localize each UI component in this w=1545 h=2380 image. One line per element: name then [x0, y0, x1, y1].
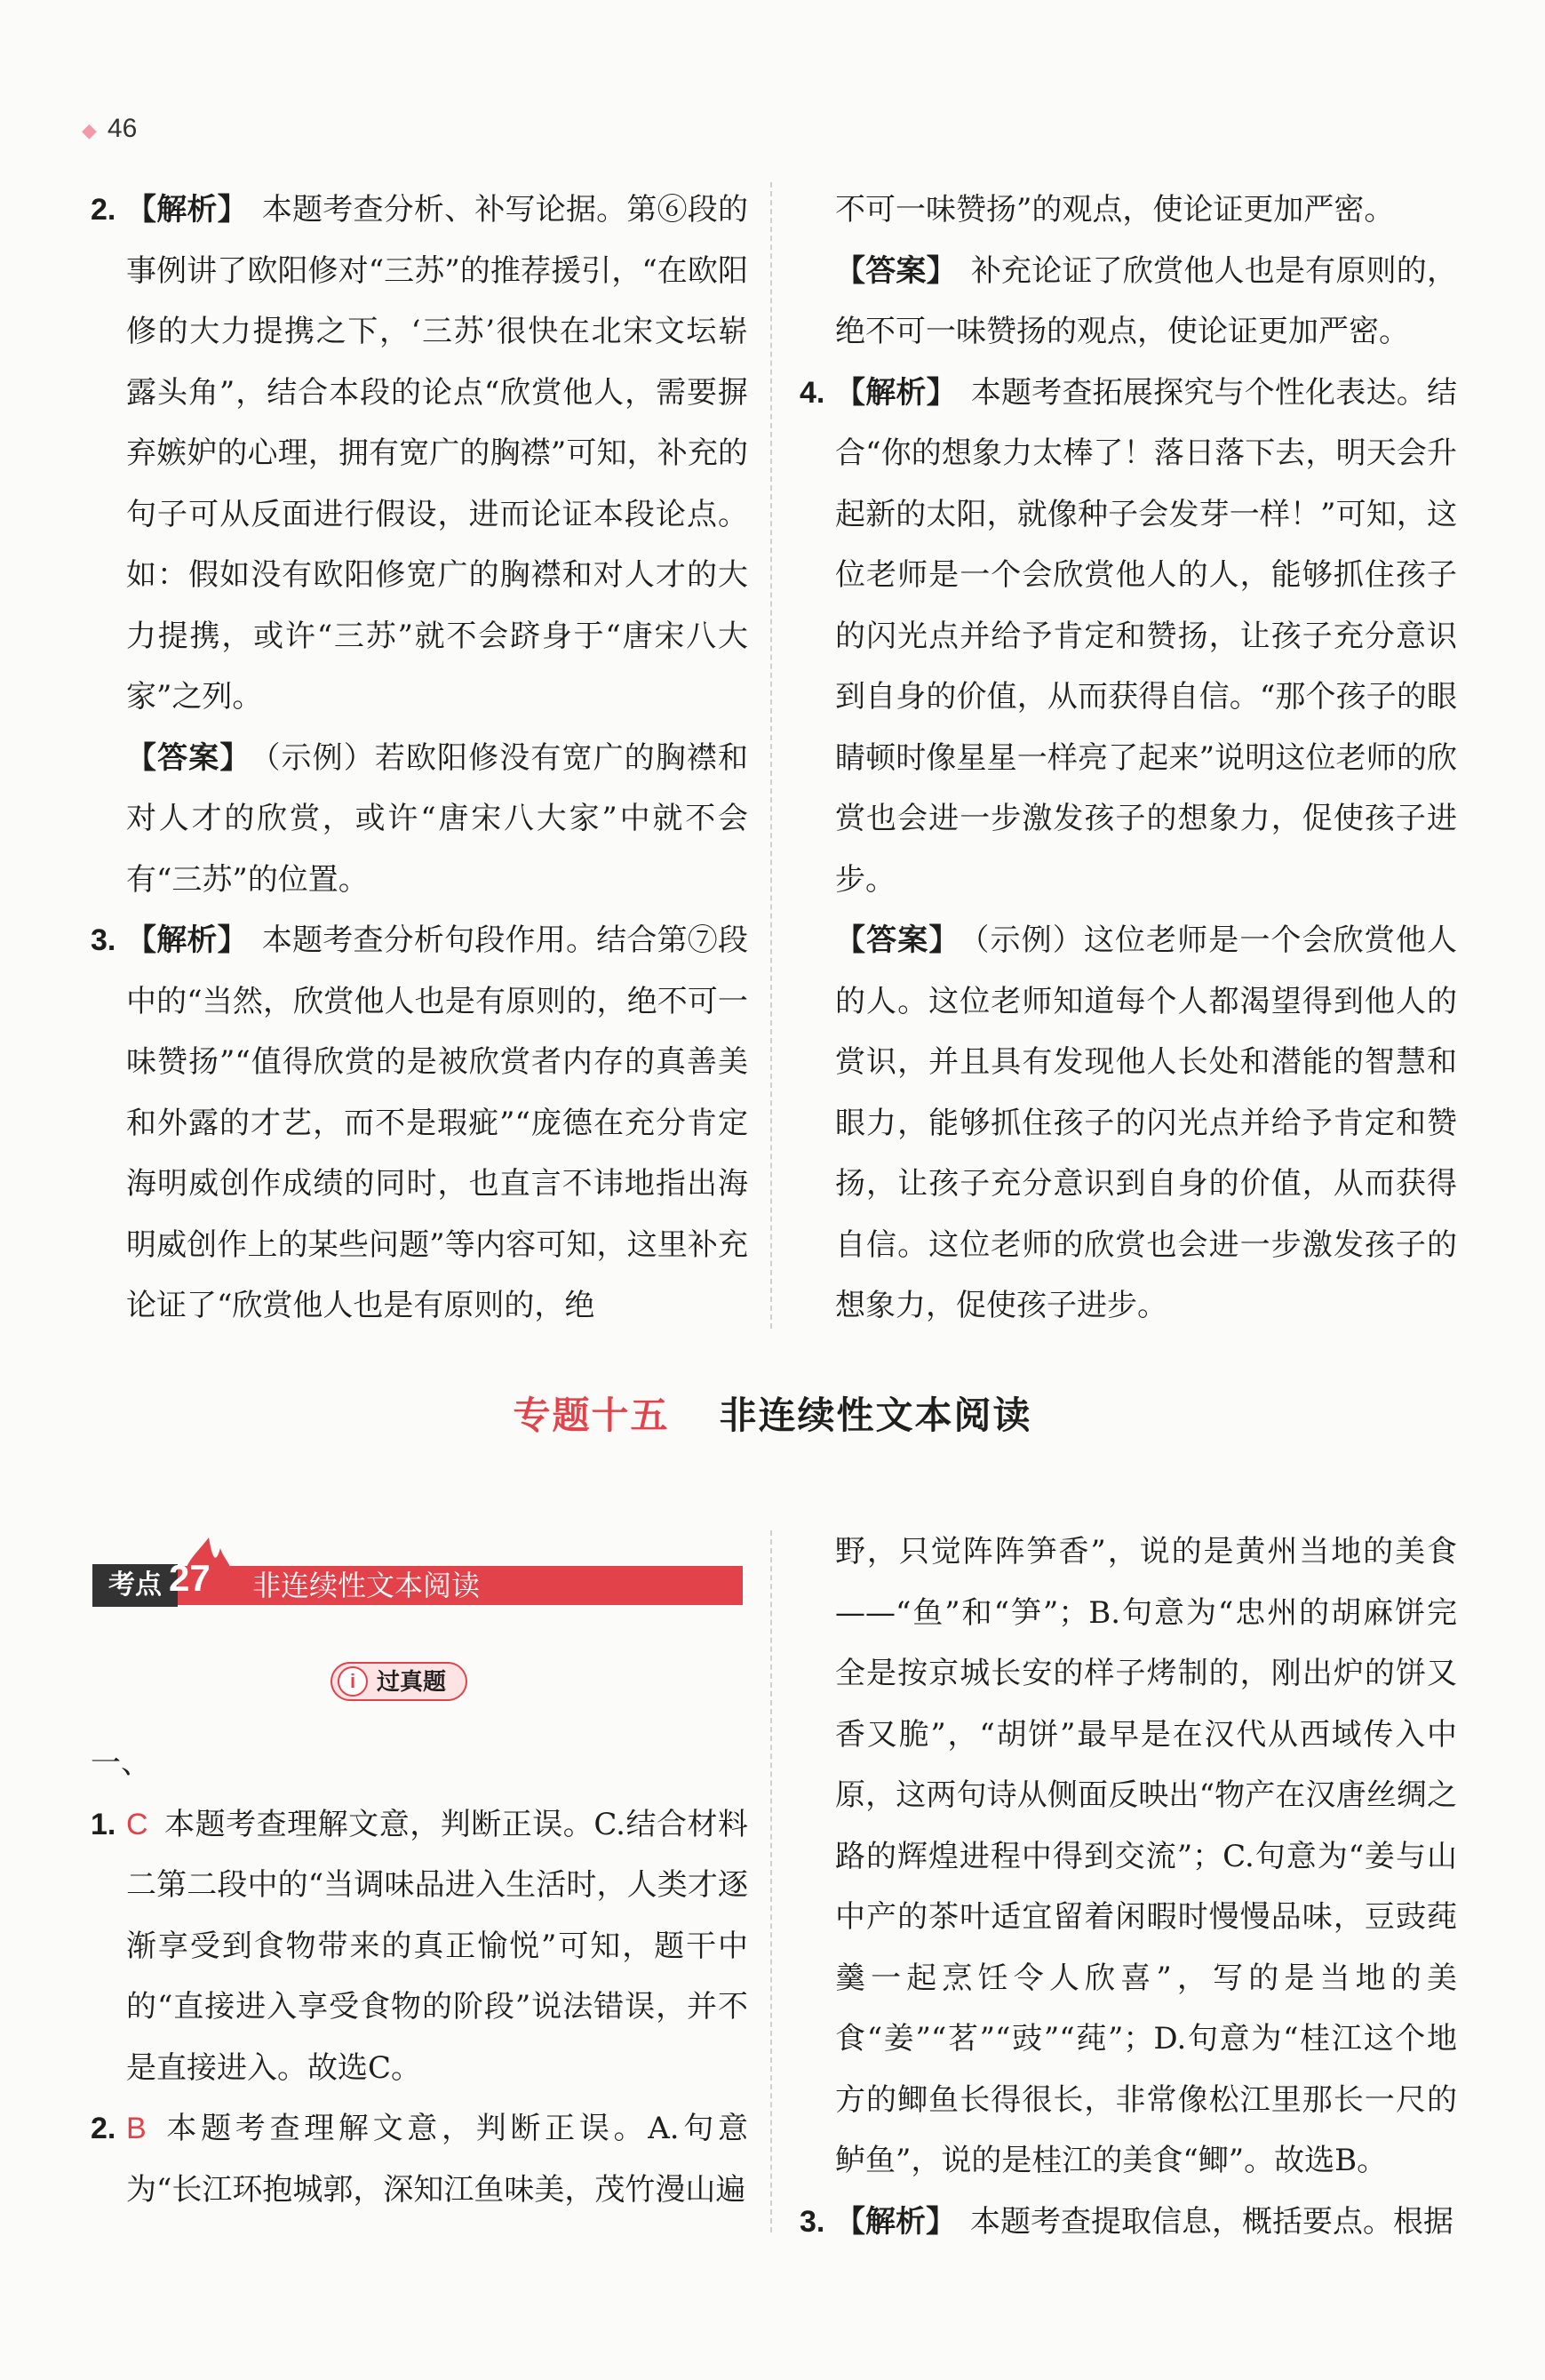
kaodian-banner [92, 1557, 732, 1609]
answer-label: 【答案】 [835, 923, 960, 957]
kaodian-number: 27 [169, 1557, 211, 1599]
guo-zhen-ti-pill [331, 1662, 467, 1701]
analysis-text: 本题考查分析句段作用。结合第⑦段中的“当然，欣赏他人也是有原则的，绝不可一味赞扬”“值得欣赏的是被欣赏者内存的真善美和外露的才艺，而不是瑕疵”“庞德在充分肯定海明威创作成绩的同时，也直言不讳地指出海明威创作上的某些问题”等内容可知，这里补充论证了“欣赏他人也是有原则的，绝 [126, 922, 749, 1323]
left-column-bottom [91, 1733, 748, 2220]
choice-letter: B [126, 2112, 147, 2145]
q1-analysis [91, 1794, 748, 2099]
page-number: ◆ 46 [82, 114, 138, 143]
part-heading: 一、 [91, 1745, 151, 1781]
pill-label: 过真题 [377, 1668, 447, 1695]
analysis-text: 本题考查分析、补写论据。第⑥段的事例讲了欧阳修对“三苏”的推荐援引，“在欧阳修的大力提携之下，‘三苏’很快在北宋文坛崭露头角”，结合本段的论点“欣赏他人，需要摒弃嫉妒的心理，拥有宽广的胸襟”可知，补充的句子可从反面进行假设，进而论证本段论点。如：假如没有欧阳修宽广的胸襟和对人才的大力提携，或许“三苏”就不会跻身于“唐宋八大家”之列。 [126, 192, 749, 715]
q4-analysis [800, 363, 1457, 911]
question-number: 3. [91, 923, 116, 957]
column-divider [770, 182, 772, 1329]
right-column-top [800, 180, 1457, 1337]
answer-text: 补充论证了欣赏他人也是有原则的，绝不可一味赞扬的观点，使论证更加严密。 [835, 252, 1458, 349]
q3-analysis [91, 910, 748, 1337]
answer-text: （示例）这位老师是一个会欣赏他人的人。这位老师知道每个人都渴望得到他人的赏识，并且具有发现他人长处和潜能的智慧和眼力，能够抓住孩子的闪光点并给予肯定和赞扬，让孩子充分意识到自身的价值，从而获得自信。这位老师的欣赏也会进一步激发孩子的想象力，促使孩子进步。 [835, 922, 1457, 1323]
q3-continuation: 不可一味赞扬”的观点，使论证更加严密。 [835, 192, 1395, 228]
question-number: 4. [800, 375, 825, 410]
kaodian-title: 非连续性文本阅读 [252, 1569, 481, 1601]
column-divider [770, 1530, 772, 2232]
analysis-label: 【解析】 [126, 923, 248, 957]
section-heading: 非连续性文本阅读 [719, 1394, 1032, 1436]
analysis-label: 【解析】 [835, 2204, 956, 2239]
question-number: 2. [91, 2112, 116, 2145]
right-column-bottom [800, 1521, 1457, 2252]
q4-answer [800, 910, 1457, 1337]
question-number: 2. [91, 193, 116, 227]
analysis-label: 【解析】 [126, 193, 248, 227]
q3-analysis [800, 2192, 1457, 2253]
analysis-text: 本题考查理解文意，判断正误。C.结合材料二第二段中的“当调味品进入生活时，人类才逐渐享受到食物带来的真正愉悦”可知，题干中的“直接进入享受食物的阶段”说法错误，并不是直接进入。故选C。 [126, 1806, 748, 2086]
q3-answer [800, 241, 1457, 363]
analysis-text: 本题考查理解文意，判断正误。A.句意为“长江环抱城郭，深知江鱼味美，茂竹漫山遍 [126, 2111, 748, 2208]
info-icon: i [338, 1666, 368, 1697]
q2-answer [91, 728, 748, 911]
analysis-text: 本题考查拓展探究与个性化表达。结合“你的想象力太棒了！落日落下去，明天会升起新的太阳，就像种子会发芽一样！”可知，这位老师是一个会欣赏他人的人，能够抓住孩子的闪光点并给予肯定和赞扬，让孩子充分意识到自身的价值，从而获得自信。“那个孩子的眼睛顿时像星星一样亮了起来”说明这位老师的欣赏也会进一步激发孩子的想象力，促使孩子进步。 [835, 374, 1458, 898]
section-title [0, 1386, 1545, 1440]
q2-analysis [91, 2098, 748, 2220]
q2-continuation: 野，只觉阵阵笋香”，说的是黄州当地的美食——“鱼”和“笋”；B.句意为“忠州的胡麻饼完全是按京城长安的样子烤制的，刚出炉的饼又香又脆”，“胡饼”最早是在汉代从西域传入中原，这两句诗从侧面反映出“物产在汉唐丝绸之路的辉煌进程中得到交流”；C.句意为“姜与山中产的茶叶适宜留着闲暇时慢慢品味，豆豉莼羹一起烹饪令人欣喜”，写的是当地的美食“姜”“茗”“豉”“莼”；D.句意为“桂江这个地方的鲫鱼长得很长，非常像松江里那长一尺的鲈鱼”，说的是桂江的美食“鲫”。故选B。 [835, 1534, 1457, 2178]
kaodian-tag: 考点 [92, 1564, 178, 1607]
left-column-top [91, 180, 748, 1337]
answer-label: 【答案】 [835, 253, 957, 288]
question-number: 1. [91, 1807, 116, 1841]
diamond-icon: ◆ [82, 119, 97, 141]
analysis-text: 本题考查提取信息，概括要点。根据 [970, 2203, 1453, 2240]
analysis-label: 【解析】 [835, 375, 957, 410]
answer-label: 【答案】 [126, 740, 251, 775]
q2-analysis [91, 180, 748, 728]
question-number: 3. [800, 2204, 825, 2239]
answer-text: （示例）若欧阳修没有宽广的胸襟和对人才的欣赏，或许“唐宋八大家”中就不会有“三苏”的位置。 [126, 739, 748, 898]
choice-letter: C [126, 1807, 148, 1841]
section-label: 专题十五 [513, 1394, 670, 1436]
